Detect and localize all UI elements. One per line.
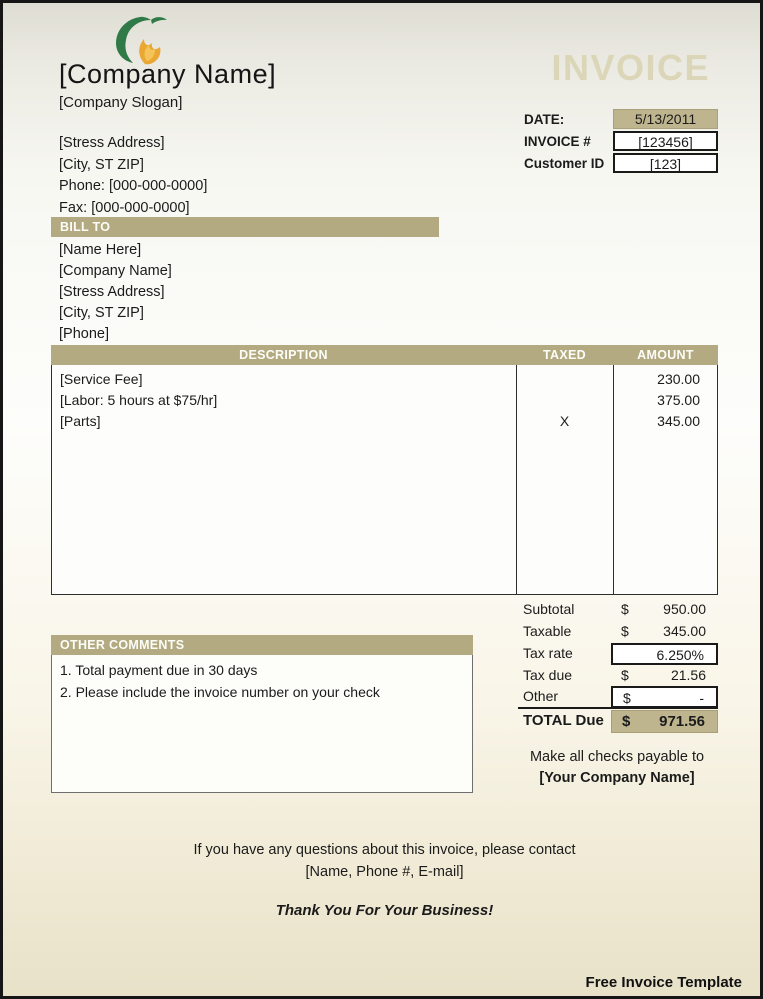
subtotal-row [518, 599, 718, 621]
bill-to-street[interactable]: [Stress Address] [59, 284, 165, 300]
checks-payable-text: Make all checks payable to [529, 749, 705, 765]
other-label: Other [523, 688, 559, 704]
subtotal-value: 950.00 [663, 601, 706, 617]
currency-symbol: $ [621, 601, 629, 617]
contact-details[interactable]: [Name, Phone #, E-mail] [305, 864, 464, 880]
taxed-column-header: TAXED [543, 348, 586, 362]
item-description[interactable]: [Parts] [60, 413, 101, 429]
tax-rate-row [518, 643, 718, 665]
currency-symbol: $ [621, 667, 629, 683]
items-table-body [51, 365, 718, 595]
total-due-label: TOTAL Due [523, 712, 604, 729]
tax-rate-label: Tax rate [523, 645, 573, 661]
company-phone[interactable]: Phone: [000-000-0000] [59, 178, 208, 194]
other-input-cell[interactable] [611, 686, 718, 708]
company-address-block [59, 133, 207, 219]
company-city[interactable]: [City, ST ZIP] [59, 156, 144, 173]
date-value-cell[interactable]: 5/13/2011 [613, 109, 718, 129]
subtotal-label: Subtotal [523, 601, 575, 617]
bill-to-block [59, 240, 172, 345]
item-description[interactable]: [Service Fee] [60, 371, 143, 387]
tax-rate-value[interactable]: 6.250% [656, 647, 704, 663]
item-taxed-flag[interactable] [516, 369, 613, 390]
template-brand-label: Free Invoice Template [585, 974, 742, 991]
bill-to-city[interactable]: [City, ST ZIP] [59, 305, 144, 321]
currency-symbol: $ [623, 690, 631, 706]
customer-id-cell[interactable]: [123] [613, 153, 718, 173]
thank-you-message: Thank You For Your Business! [275, 902, 494, 919]
customer-id-label: Customer ID [524, 156, 605, 171]
tax-rate-input-cell[interactable] [611, 643, 718, 665]
table-row [52, 390, 717, 411]
item-amount[interactable]: 375.00 [657, 392, 700, 408]
invoice-number-label: INVOICE # [524, 134, 591, 149]
subtotal-cell [611, 599, 718, 621]
item-amount[interactable]: 230.00 [657, 371, 700, 387]
taxable-cell [611, 621, 718, 643]
bill-to-company[interactable]: [Company Name] [59, 263, 172, 279]
table-row [52, 369, 717, 390]
invoice-number-cell[interactable]: [123456] [613, 131, 718, 151]
bill-to-header: BILL TO [51, 217, 439, 237]
total-separator-line [518, 707, 718, 709]
company-slogan[interactable]: [Company Slogan] [59, 94, 183, 111]
amount-column-header: AMOUNT [637, 348, 694, 362]
currency-symbol: $ [621, 623, 629, 639]
tax-due-cell [611, 665, 718, 687]
checks-payable-block [483, 749, 751, 786]
contact-instructions: If you have any questions about this invoice, please contact [193, 842, 576, 858]
bill-to-phone[interactable]: [Phone] [59, 326, 109, 342]
comment-line[interactable]: 1. Total payment due in 30 days [60, 662, 258, 678]
other-comments-header: OTHER COMMENTS [51, 635, 473, 655]
taxable-label: Taxable [523, 623, 572, 639]
company-fax[interactable]: Fax: [000-000-0000] [59, 199, 190, 216]
item-taxed-flag[interactable] [516, 390, 613, 411]
items-table-header [51, 345, 718, 365]
date-label: DATE: [524, 112, 565, 127]
other-row [518, 686, 718, 708]
total-due-cell [611, 710, 718, 733]
tax-due-row [518, 665, 718, 687]
payee-company-name[interactable]: [Your Company Name] [539, 770, 695, 786]
tax-due-value: 21.56 [670, 667, 706, 683]
currency-symbol: $ [622, 713, 631, 730]
taxable-value: 345.00 [663, 623, 706, 639]
contact-block [3, 839, 763, 883]
item-taxed-flag[interactable]: X [559, 413, 570, 429]
total-due-value: 971.56 [659, 713, 705, 730]
company-name[interactable]: [Company Name] [59, 59, 277, 89]
tax-due-label: Tax due [523, 667, 573, 683]
invoice-title-watermark: INVOICE [551, 47, 710, 88]
total-due-row [518, 710, 718, 733]
other-value[interactable]: - [699, 690, 704, 706]
company-street[interactable]: [Stress Address] [59, 135, 165, 151]
description-column-header: DESCRIPTION [239, 348, 328, 362]
comment-line[interactable]: 2. Please include the invoice number on your check [60, 683, 380, 700]
table-row [52, 411, 717, 432]
item-amount[interactable]: 345.00 [657, 413, 700, 429]
item-description[interactable]: [Labor: 5 hours at $75/hr] [60, 392, 218, 408]
other-comments-box[interactable] [51, 655, 473, 793]
bill-to-name[interactable]: [Name Here] [59, 242, 142, 258]
taxable-row [518, 621, 718, 643]
